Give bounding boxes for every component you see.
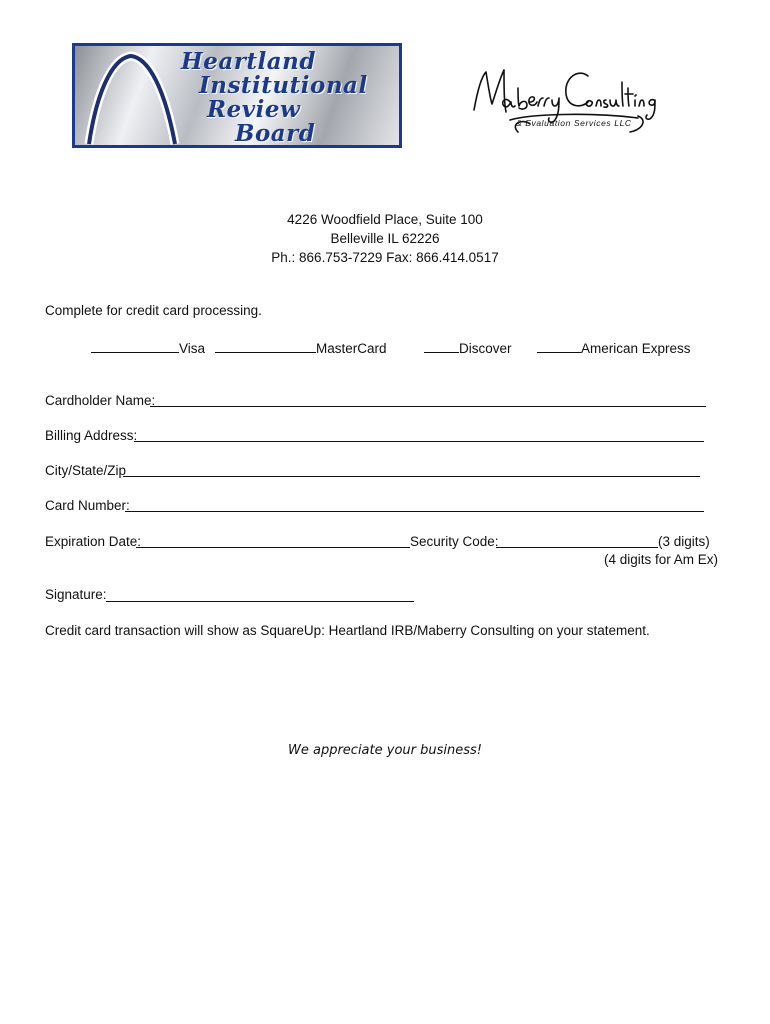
logo-text-heartland: Heartland (181, 48, 316, 75)
cardholder-name-label: Cardholder Name: (45, 393, 156, 408)
logo-text-board: Board (235, 120, 316, 147)
closing-message: We appreciate your business! (288, 743, 482, 758)
card-number-field[interactable] (125, 511, 704, 512)
address-street: 4226 Woodfield Place, Suite 100 (287, 212, 483, 227)
address-phone-fax: Ph.: 866.753-7229 Fax: 866.414.0517 (271, 250, 499, 265)
amex-blank[interactable] (537, 339, 581, 353)
discover-blank[interactable] (424, 339, 459, 353)
amex-digits-hint: (4 digits for Am Ex) (604, 552, 719, 567)
card-option-mastercard[interactable] (215, 339, 387, 356)
security-code-hint: (3 digits) (658, 534, 710, 549)
mastercard-label: MasterCard (316, 341, 387, 356)
card-number-label: Card Number: (45, 498, 130, 513)
amex-label: American Express (581, 341, 691, 356)
card-option-amex[interactable] (537, 339, 691, 356)
maberry-script-signature (470, 58, 670, 148)
visa-blank[interactable] (91, 339, 179, 353)
expiration-date-label: Expiration Date: (45, 534, 142, 549)
address-city: Belleville IL 62226 (330, 231, 440, 246)
security-code-label: Security Code: (410, 534, 499, 549)
heartland-irb-logo (72, 43, 402, 148)
cardholder-name-field[interactable] (150, 406, 706, 407)
mastercard-blank[interactable] (215, 339, 316, 353)
maberry-subtitle: & Evaluation Services LLC (516, 118, 632, 128)
city-state-zip-field[interactable] (123, 476, 700, 477)
logo-text-review: Review (207, 96, 301, 123)
card-option-visa[interactable] (91, 339, 205, 356)
visa-label: Visa (179, 341, 206, 356)
gateway-arch-icon (83, 50, 183, 146)
billing-address-field[interactable] (134, 441, 704, 442)
signature-label: Signature: (45, 587, 107, 602)
security-code-field[interactable] (496, 547, 658, 548)
logo-text-institutional: Institutional (199, 72, 368, 99)
statement-note: Credit card transaction will show as SquareUp: Heartland IRB/Maberry Consulting on your statement. (45, 623, 650, 638)
form-intro: Complete for credit card processing. (45, 303, 262, 318)
city-state-zip-label: City/State/Zip (45, 463, 127, 478)
maberry-consulting-logo (470, 58, 670, 148)
signature-field[interactable] (106, 601, 414, 602)
expiration-date-field[interactable] (136, 547, 410, 548)
card-option-discover[interactable] (424, 339, 512, 356)
discover-label: Discover (459, 341, 512, 356)
billing-address-label: Billing Address: (45, 428, 138, 443)
